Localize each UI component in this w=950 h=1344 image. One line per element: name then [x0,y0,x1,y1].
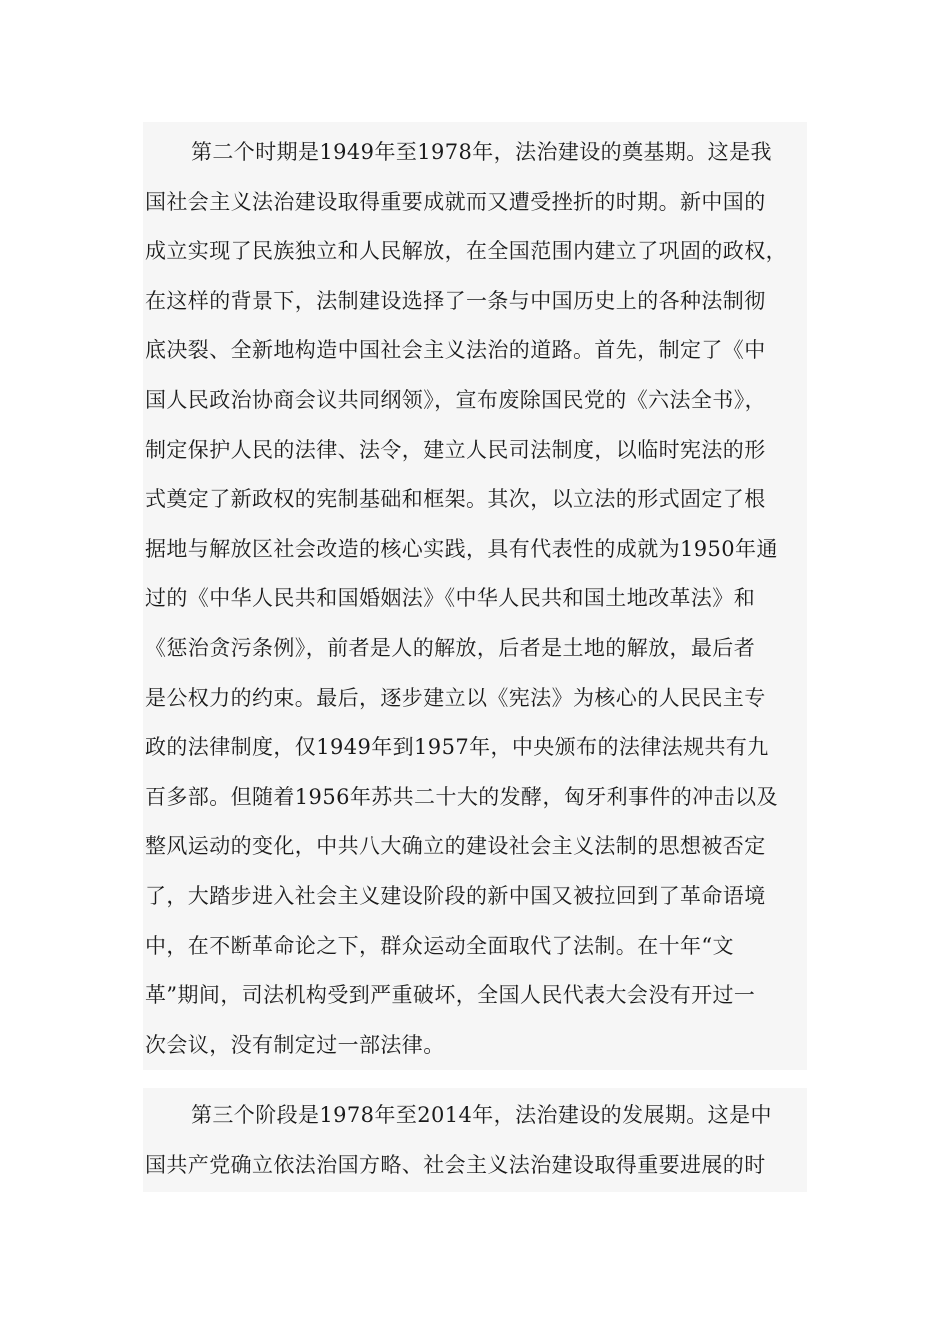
text-line: 百多部。但随着1956年苏共二十大的发酵，匈牙利事件的冲击以及 [145,784,778,809]
text-line: 在这样的背景下，法制建设选择了一条与中国历史上的各种法制彻 [145,288,766,313]
text-line: 成立实现了民族独立和人民解放，在全国范围内建立了巩固的政权， [145,239,787,264]
text-line: 制定保护人民的法律、法令，建立人民司法制度，以临时宪法的形 [145,437,766,462]
text-line: 《惩治贪污条例》，前者是人的解放，后者是土地的解放，最后者 [145,636,756,660]
text-line: 中，在不断革命论之下，群众运动全面取代了法制。在十年“文 [145,933,734,958]
text-line: 国人民政治协商会议共同纲领》，宣布废除国民党的《六法全书》， [145,388,766,412]
text-line: 是公权力的约束。最后，逐步建立以《宪法》为核心的人民民主专 [145,685,766,710]
text-line: 次会议，没有制定过一部法律。 [145,1032,445,1057]
text-line: 整风运动的变化，中共八大确立的建设社会主义法制的思想被否定 [145,834,766,859]
paragraph-1 [143,122,807,1070]
text-line: 国共产党确立依法治国方略、社会主义法治建设取得重要进展的时 [145,1152,766,1177]
paragraph-2 [143,1088,807,1192]
text-line: 过的《中华人民共和国婚姻法》《中华人民共和国土地改革法》和 [145,586,756,611]
text-line: 据地与解放区社会改造的核心实践，具有代表性的成就为1950年通 [145,536,778,561]
text-line: 了，大踏步进入社会主义建设阶段的新中国又被拉回到了革命语境 [145,884,766,908]
text-line: 政的法律制度，仅1949年到1957年，中央颁布的法律法规共有九 [145,735,769,760]
text-line: 国社会主义法治建设取得重要成就而又遭受挫折的时期。新中国的 [145,189,766,214]
text-line: 第二个时期是1949年至1978年，法治建设的奠基期。这是我 [191,140,772,164]
text-line: 底决裂、全新地构造中国社会主义法治的道路。首先，制定了《中 [145,338,766,363]
text-line: 式奠定了新政权的宪制基础和框架。其次，以立法的形式固定了根 [145,487,766,512]
text-line: 革”期间，司法机构受到严重破坏，全国人民代表大会没有开过一 [145,983,756,1008]
text-line: 第三个阶段是1978年至2014年，法治建设的发展期。这是中 [191,1103,772,1127]
